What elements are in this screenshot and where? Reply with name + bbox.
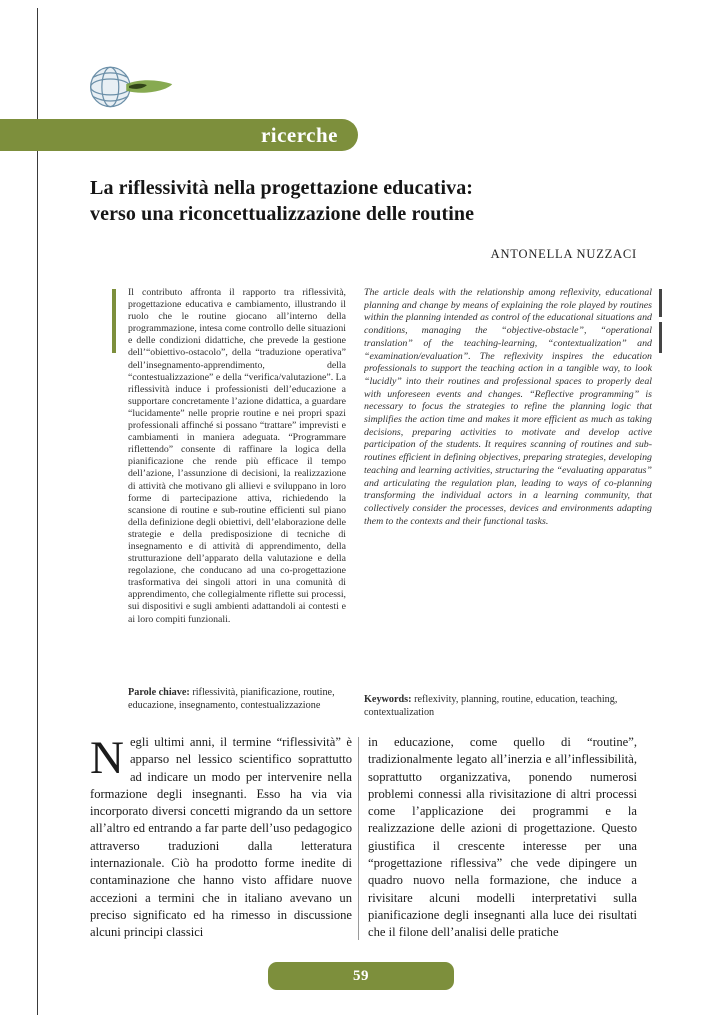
section-banner-label: ricerche xyxy=(260,122,338,147)
keywords-italian-label: Parole chiave: xyxy=(128,687,190,698)
author-name: ANTONELLA NUZZACI xyxy=(490,247,637,261)
article-title-line-2: verso una riconcettualizzazione delle routine xyxy=(90,203,475,225)
abstract-english: The article deals with the relationship among reflexivity, educational planning and change by means of explaining the role played by routines within the planning intended as control of the educational situations and conditions, managing the “objective-obstacle”, “operational translation” of the teaching-learning, “contextualization” and “examination/evaluation”. The reflexivity inspires the education professionals to support the teaching action in a tangible way, to look “lucidly” into their routines and professional spaces to properly deal with unforeseen events and changes. “Reflective programming” is necessary to focus the strategies to refine the planning logic that simplifies the action time and makes it more efficient as much as taking decisions, preparing activities to motivate and develop active participation of the students. It requires scanning of routines and sub-routines efficient in defining objectives, preparing strategies, developing teaching and learning activities, structuring the “evaluating apparatus” and articulating the regulation plan, leading to ways of co-planning transforming the individual actors in a learning community, that collectively consider the processes, devices and environments adapting them to the contexts and their functional tasks. xyxy=(364,287,652,527)
keywords-italian-text: riflessività, pianificazione, routine, educazione, insegnamento, contestualizzazione xyxy=(128,687,335,711)
abstract-decor-bar-1 xyxy=(659,289,662,317)
journal-logo xyxy=(85,57,175,115)
abstract-italian: Il contributo affronta il rapporto tra riflessività, progettazione educativa e cambiamento, illustrando il ruolo che le routine giocano all’interno della programmazione, intesa come controllo delle situazioni e delle condizioni didattiche, che prevede la gestione dell’“obiettivo-ostacolo”, della “traduzione operativa” dell’insegnamento-apprendimento, della “contestualizzazione” e della “verifica/valutazione”. La riflessività induce i professionisti dell’educazione a supportare concretamente l’azione didattica, a guardare “lucidamente” nelle proprie routine e nei propri spazi professionali affinché si possano “trattare” imprevisti e cambiamenti in maniera adeguata. “Programmare riflettendo” consente di raffinare la logica della pianificazione che rende più efficace il tempo dell’azione, l’assunzione di decisioni, la realizzazione di attività che motivano gli allievi e sviluppano in loro forme di partecipazione attiva, richiedendo la scansione di routine e sub-routine efficienti sul piano della definizione degli obiettivi, dell’elaborazione delle strategie e della predisposizione di tecniche di insegnamento e di attività di apprendimento, della strutturazione dell’apparato della valutazione e della regolazione, che conducano ad una co-progettazione trasformativa dei singoli attori in una comunità di apprendimento, che collegialmente riflette sui processi, sui dispositivi e sugli ambienti adattandoli ai contesti e ai loro compiti funzionali. xyxy=(128,287,346,625)
page-number-pill xyxy=(268,962,454,990)
globe-leaf-icon xyxy=(85,57,175,115)
keywords-english-label: Keywords: xyxy=(364,694,412,705)
left-margin-rule xyxy=(37,8,38,1015)
keywords-english xyxy=(364,694,652,719)
article-title-line-1: La riflessività nella progettazione educativa: xyxy=(90,177,474,199)
abstract-decor-bar-2 xyxy=(659,322,662,353)
abstract-accent-bar xyxy=(112,289,116,353)
drop-cap: N xyxy=(90,734,124,784)
body-column-right: in educazione, come quello di “routine”, tradizionalmente legato all’inerzia e all’inflessibilità, soprattutto organizzativa, ponendo numerosi problemi connessi alla rivisitazione di altri processi come l’applicazione dei programmi e la realizzazione delle azioni di progettazione. Questo giustifica il crescente interesse per una “progettazione riflessiva” che vede dipingere un quadro nuovo nella formazione, che induce a rivisitare alcuni modelli interpretativi sulla pianificazione degli insegnanti alla luce dei risultati che il filone dell’analisi delle pratiche xyxy=(368,735,637,940)
keywords-italian xyxy=(128,687,348,712)
body-column-left xyxy=(90,734,352,948)
keywords-english-text: reflexivity, planning, routine, education, teaching, contextualization xyxy=(364,694,618,718)
page-number: 59 xyxy=(353,967,369,984)
body-left-text: egli ultimi anni, il termine “riflessività” è apparso nel lessico scientifico soprattutto ad indicare un modo per intervenire nella formazione degli insegnanti. Esso ha via via incorporato diversi concetti migrando da un settore all’altro ed entrando a far parte dell’uso pedagogico attraverso traduzioni dalla letteratura internazionale. Ciò ha prodotto forme inedite di contaminazione che hanno visto affidare nuove accezioni a termini che in italiano avevano un preciso significato ed ha rimesso in discussione alcuni principi classici xyxy=(90,735,352,940)
section-banner xyxy=(0,119,358,151)
article-title xyxy=(90,175,650,227)
column-divider-rule xyxy=(358,737,359,940)
